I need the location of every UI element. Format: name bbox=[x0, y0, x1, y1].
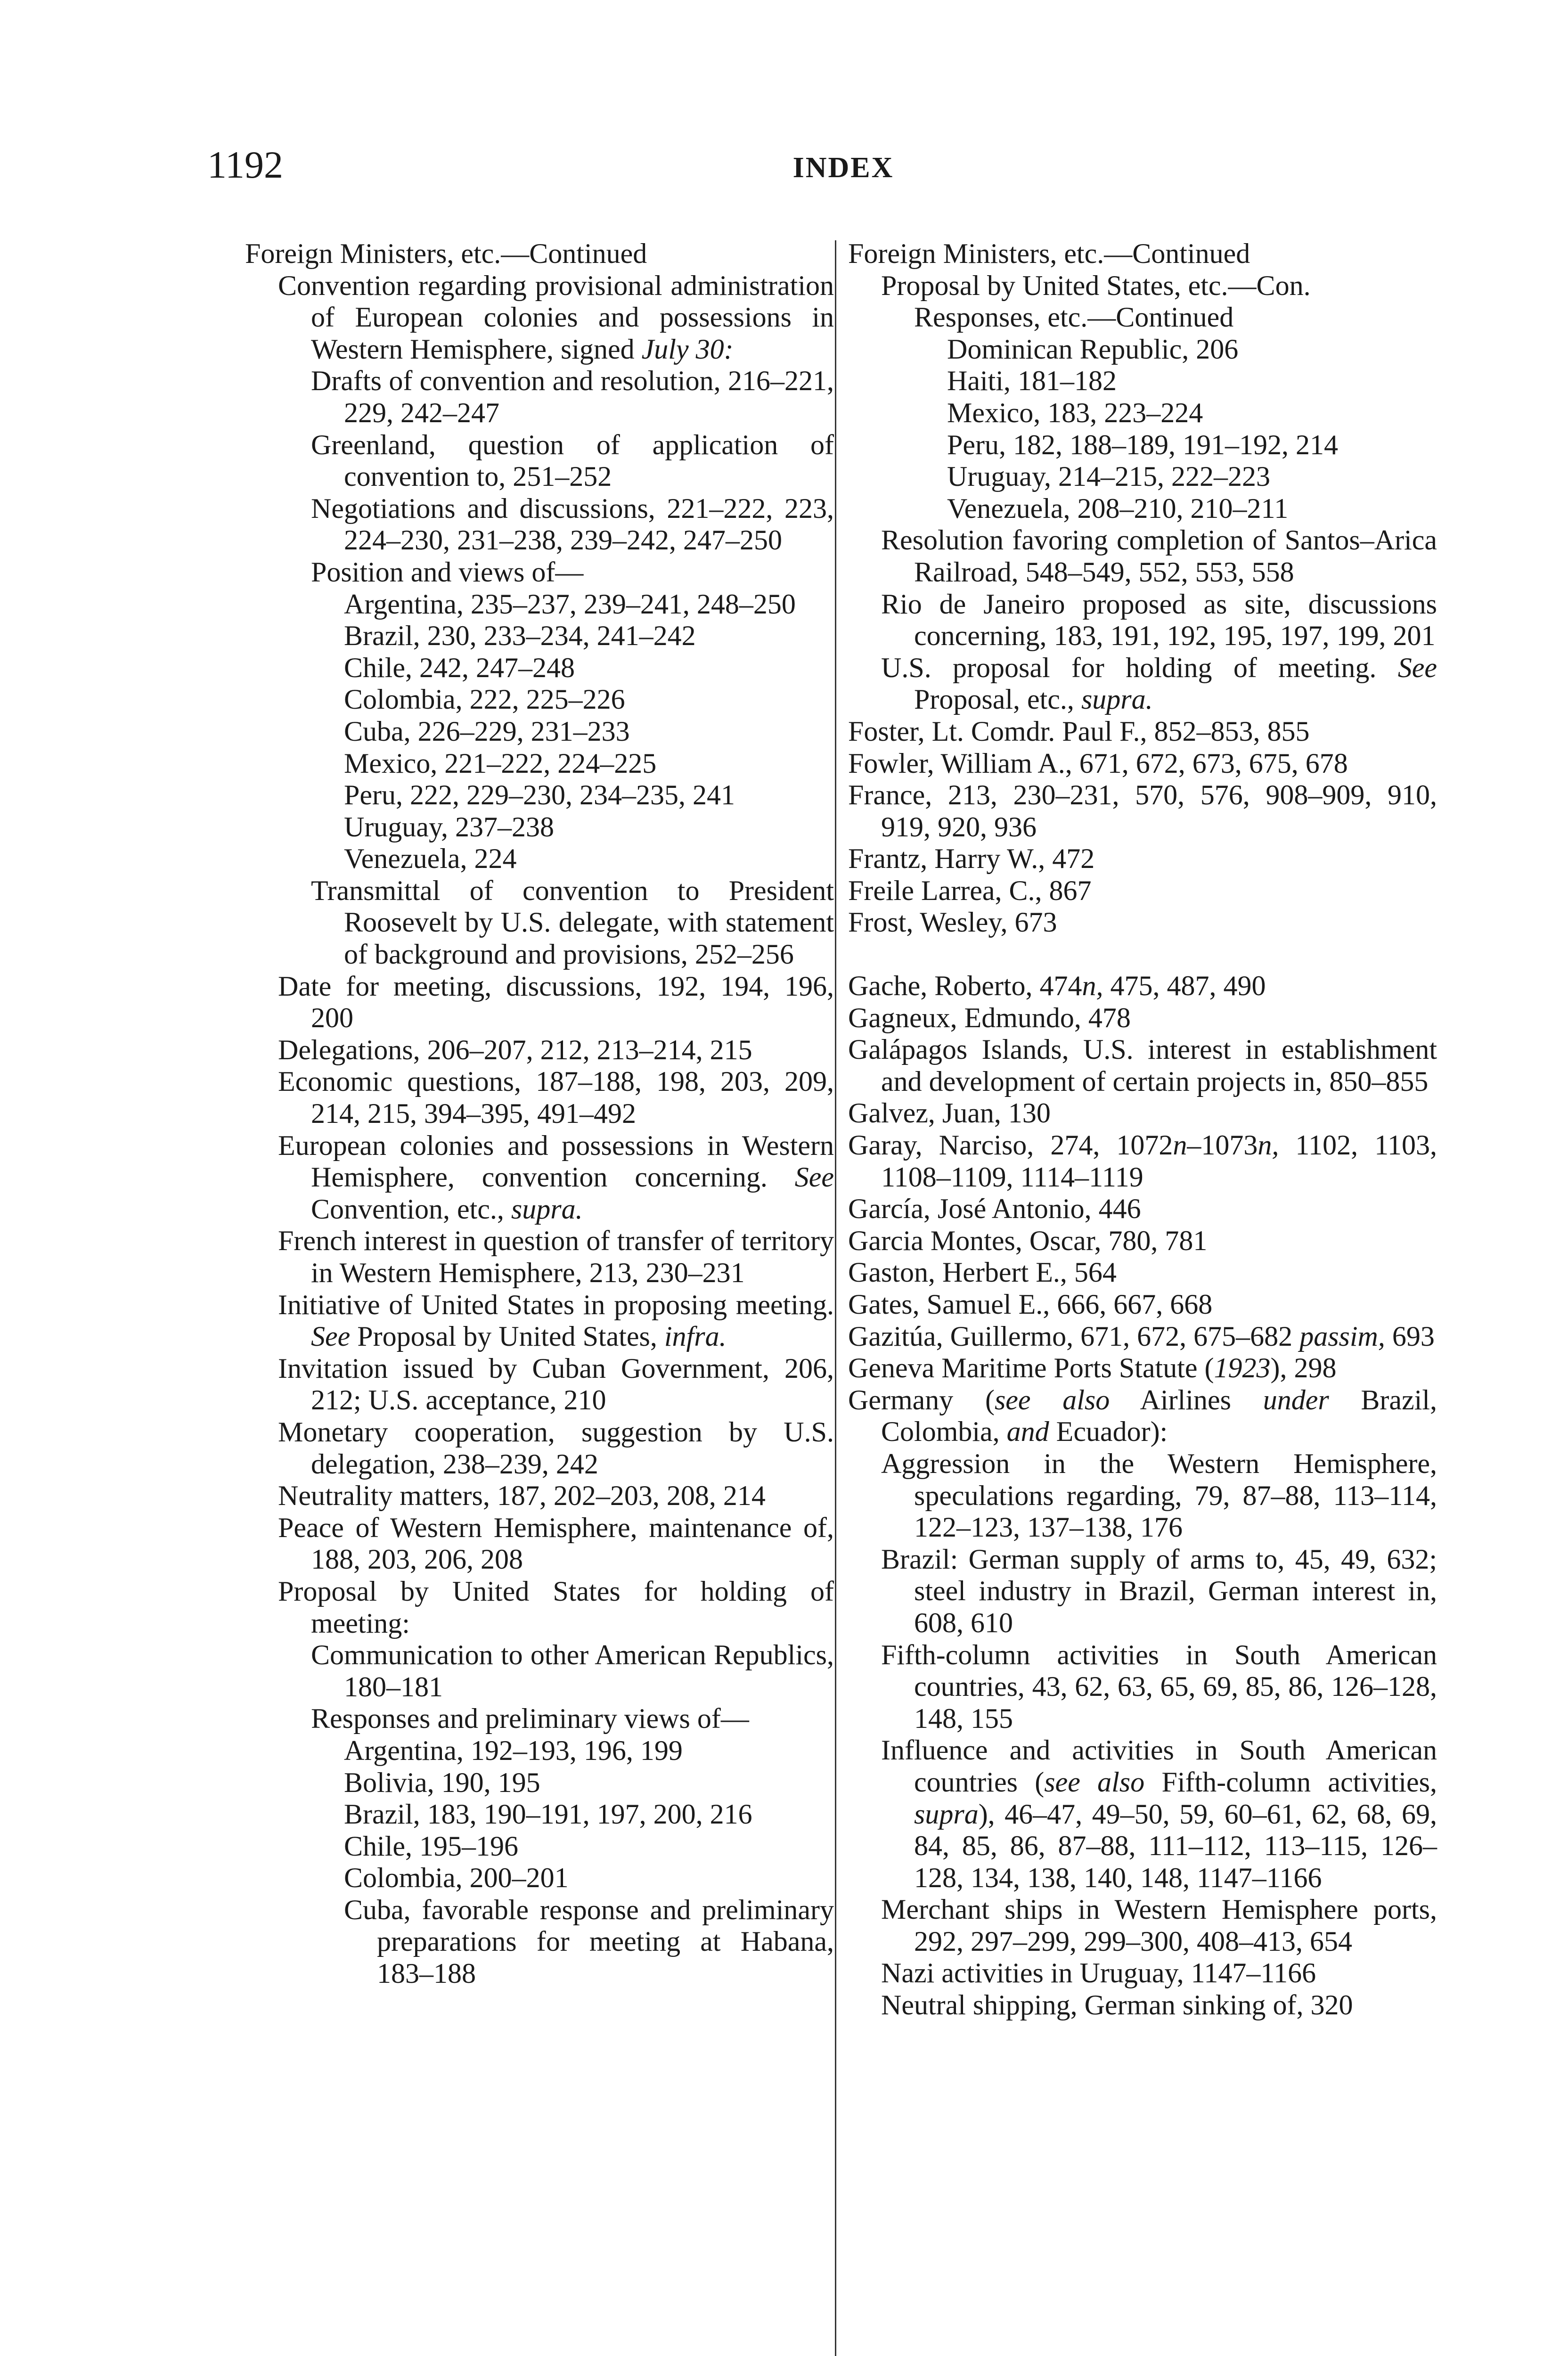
index-entry: Foster, Lt. Comdr. Paul F., 852–853, 855 bbox=[848, 715, 1310, 747]
index-entry: Garcia Montes, Oscar, 780, 781 bbox=[848, 1225, 1208, 1256]
index-entry: García, José Antonio, 446 bbox=[848, 1193, 1141, 1225]
index-entry: Rio de Janeiro proposed as site, discussions concerning, 183, 191, 192, 195, 197, 199, 201 bbox=[881, 588, 1437, 652]
index-entry: European colonies and possessions in Western Hemisphere, convention concerning. See Convention, etc., supra. bbox=[278, 1129, 834, 1225]
index-entry: Merchant ships in Western Hemisphere ports, 292, 297–299, 299–300, 408–413, 654 bbox=[881, 1894, 1437, 1957]
index-entry: Date for meeting, discussions, 192, 194, 196, 200 bbox=[278, 970, 834, 1034]
entry-list bbox=[848, 238, 1437, 2021]
index-entry: Invitation issued by Cuban Government, 206, 212; U.S. acceptance, 210 bbox=[278, 1352, 834, 1416]
index-entry: Responses, etc.—Continued bbox=[914, 302, 1234, 333]
index-entry: Transmittal of convention to President Roosevelt by U.S. delegate, with statement of background and provisions, 252–256 bbox=[311, 875, 834, 970]
index-column-right bbox=[848, 238, 1437, 2021]
index-entry: Initiative of United States in proposing meeting. See Proposal by United States, infra. bbox=[278, 1289, 834, 1352]
index-entry: Uruguay, 214–215, 222–223 bbox=[947, 461, 1271, 492]
entry-list bbox=[245, 238, 834, 1990]
index-entry: U.S. proposal for holding of meeting. See Proposal, etc., supra. bbox=[881, 652, 1437, 715]
index-entry: Monetary cooperation, suggestion by U.S. delegation, 238–239, 242 bbox=[278, 1416, 834, 1480]
index-entry: Galvez, Juan, 130 bbox=[848, 1097, 1051, 1129]
index-entry: Gagneux, Edmundo, 478 bbox=[848, 1002, 1131, 1033]
index-entry: Greenland, question of application of convention to, 251–252 bbox=[311, 429, 834, 492]
index-entry: Frost, Wesley, 673 bbox=[848, 907, 1057, 938]
index-entry: Peru, 182, 188–189, 191–192, 214 bbox=[947, 429, 1338, 460]
index-entry: Proposal by United States, etc.—Con. bbox=[881, 270, 1311, 301]
page-number: 1192 bbox=[207, 143, 283, 186]
index-entry: Nazi activities in Uruguay, 1147–1166 bbox=[881, 1957, 1316, 1989]
index-entry: Neutrality matters, 187, 202–203, 208, 214 bbox=[278, 1480, 766, 1512]
index-entry: Drafts of convention and resolution, 216–221, 229, 242–247 bbox=[311, 365, 834, 428]
index-entry: Freile Larrea, C., 867 bbox=[848, 875, 1092, 906]
page-header bbox=[207, 141, 1479, 188]
index-entry: Communication to other American Republics, 180–181 bbox=[311, 1639, 834, 1702]
index-entry: Mexico, 183, 223–224 bbox=[947, 397, 1203, 428]
index-entry: Geneva Maritime Ports Statute (1923), 298 bbox=[848, 1352, 1337, 1384]
index-entry: Proposal by United States for holding of meeting: bbox=[278, 1575, 834, 1639]
index-entry: Galápagos Islands, U.S. interest in establishment and development of certain projects in, 850–855 bbox=[848, 1034, 1437, 1097]
index-entry: Gates, Samuel E., 666, 667, 668 bbox=[848, 1289, 1213, 1320]
index-entry: Brazil, 230, 233–234, 241–242 bbox=[344, 620, 696, 652]
index-entry: French interest in question of transfer of territory in Western Hemisphere, 213, 230–231 bbox=[278, 1225, 834, 1288]
index-entry: Mexico, 221–222, 224–225 bbox=[344, 747, 657, 779]
index-entry: Brazil: German supply of arms to, 45, 49, 632; steel industry in Brazil, German interest in, 608, 610 bbox=[881, 1543, 1437, 1638]
index-entry: Haiti, 181–182 bbox=[947, 365, 1117, 397]
index-entry: France, 213, 230–231, 570, 576, 908–909, 910, 919, 920, 936 bbox=[848, 779, 1437, 843]
index-entry: Colombia, 222, 225–226 bbox=[344, 684, 625, 715]
index-entry: Delegations, 206–207, 212, 213–214, 215 bbox=[278, 1034, 752, 1065]
index-entry: Argentina, 235–237, 239–241, 248–250 bbox=[344, 588, 796, 620]
index-entry: Convention regarding provisional administration of European colonies and possessions in Western Hemisphere, signed July 30: bbox=[278, 270, 834, 365]
index-entry: Foreign Ministers, etc.—Continued bbox=[848, 238, 1250, 269]
index-entry: Venezuela, 208–210, 210–211 bbox=[947, 492, 1289, 524]
column-divider bbox=[835, 240, 836, 2356]
index-entry: Neutral shipping, German sinking of, 320 bbox=[881, 1989, 1353, 2021]
index-entry: Peace of Western Hemisphere, maintenance of, 188, 203, 206, 208 bbox=[278, 1512, 834, 1575]
index-entry: Argentina, 192–193, 196, 199 bbox=[344, 1734, 683, 1766]
index-entry: Chile, 195–196 bbox=[344, 1830, 518, 1862]
index-entry: Fowler, William A., 671, 672, 673, 675, 678 bbox=[848, 747, 1348, 779]
index-entry: Gazitúa, Guillermo, 671, 672, 675–682 passim, 693 bbox=[848, 1320, 1435, 1352]
index-entry: Uruguay, 237–238 bbox=[344, 811, 555, 843]
index-entry: Chile, 242, 247–248 bbox=[344, 652, 575, 683]
index-entry: Resolution favoring completion of Santos–Arica Railroad, 548–549, 552, 553, 558 bbox=[881, 524, 1437, 588]
index-entry: Responses and preliminary views of— bbox=[311, 1703, 749, 1734]
index-entry: Aggression in the Western Hemisphere, speculations regarding, 79, 87–88, 113–114, 122–123, 137–138, 176 bbox=[881, 1448, 1437, 1543]
index-entry: Dominican Republic, 206 bbox=[947, 333, 1239, 365]
index-column-left bbox=[245, 238, 834, 1990]
index-entry: Cuba, 226–229, 231–233 bbox=[344, 715, 630, 747]
index-entry: Gaston, Herbert E., 564 bbox=[848, 1257, 1117, 1288]
index-entry: Germany (see also Airlines under Brazil, Colombia, and Ecuador): bbox=[848, 1384, 1437, 1448]
index-entry: Venezuela, 224 bbox=[344, 843, 517, 875]
index-entry: Influence and activities in South American countries (see also Fifth-column activities, supra), 46–47, 49–50, 59, 60–61, 62, 68, 69, 84, 85, 86, 87–88, 111–112, 113–115, 126–128, 134, 138, 140, 148, 1147–1166 bbox=[881, 1734, 1437, 1893]
page-title: INDEX bbox=[792, 152, 894, 184]
index-entry: Frantz, Harry W., 472 bbox=[848, 843, 1095, 875]
index-entry: Colombia, 200–201 bbox=[344, 1862, 569, 1894]
index-entry: Garay, Narciso, 274, 1072n–1073n, 1102, 1103, 1108–1109, 1114–1119 bbox=[848, 1129, 1437, 1193]
index-entry: Position and views of— bbox=[311, 556, 584, 588]
index-entry: Negotiations and discussions, 221–222, 223, 224–230, 231–238, 239–242, 247–250 bbox=[311, 492, 834, 556]
index-entry: Fifth-column activities in South American countries, 43, 62, 63, 65, 69, 85, 86, 126–128, 148, 155 bbox=[881, 1639, 1437, 1734]
index-entry: Foreign Ministers, etc.—Continued bbox=[245, 238, 647, 269]
index-entry: Peru, 222, 229–230, 234–235, 241 bbox=[344, 779, 735, 811]
index-entry: Gache, Roberto, 474n, 475, 487, 490 bbox=[848, 970, 1266, 1002]
index-entry: Economic questions, 187–188, 198, 203, 209, 214, 215, 394–395, 491–492 bbox=[278, 1066, 834, 1129]
index-entry: Cuba, favorable response and preliminary preparations for meeting at Habana, 183–188 bbox=[344, 1894, 834, 1989]
index-entry: Bolivia, 190, 195 bbox=[344, 1767, 540, 1798]
index-entry: Brazil, 183, 190–191, 197, 200, 216 bbox=[344, 1799, 752, 1830]
